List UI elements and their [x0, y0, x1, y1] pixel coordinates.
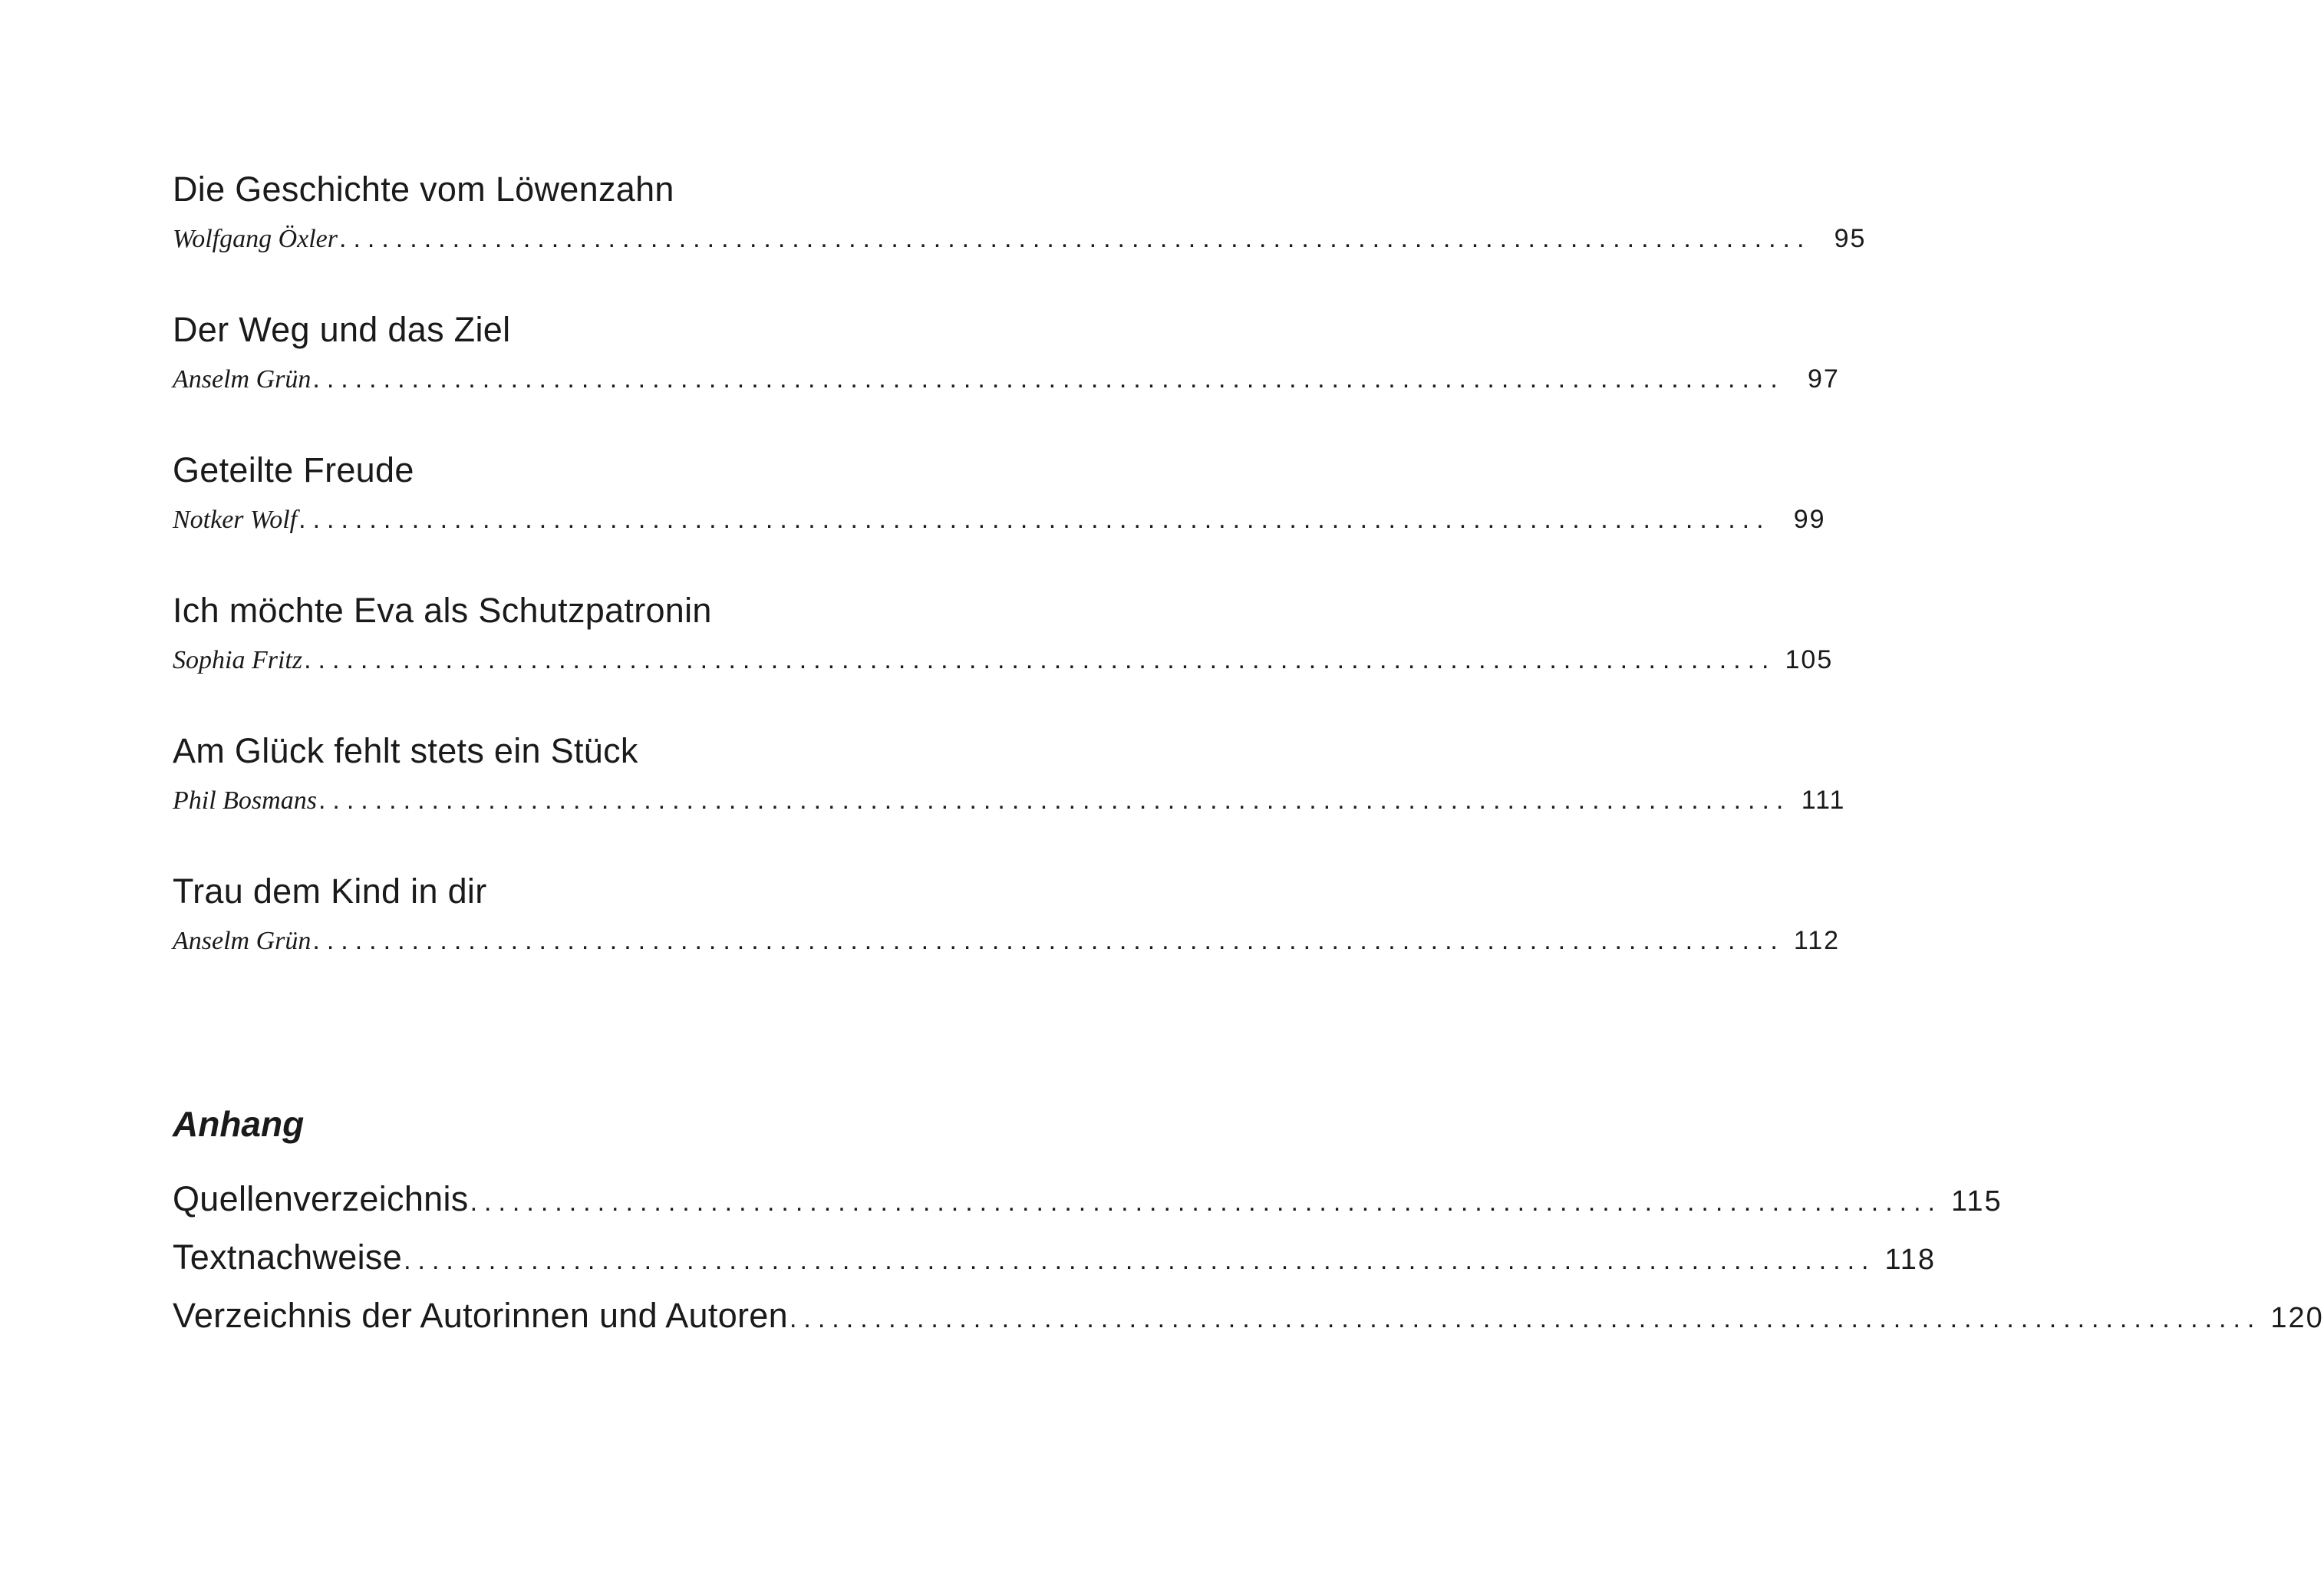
- entry-author: Anselm Grün: [173, 365, 312, 394]
- entry-author: Phil Bosmans: [173, 786, 317, 815]
- page-number: 99: [1793, 505, 1826, 534]
- toc-entry: [173, 589, 1834, 677]
- entry-leader-line: [173, 924, 1841, 957]
- page-number: 112: [1793, 926, 1841, 955]
- appendix-label: Textnachweise: [173, 1237, 403, 1277]
- page-number: 118: [1884, 1244, 1937, 1276]
- page-number: 105: [1785, 645, 1834, 674]
- dot-leader: ........................................................................................................: [298, 505, 1771, 534]
- entry-leader-line: [173, 503, 1826, 536]
- toc-entry: [173, 449, 1826, 536]
- dot-leader: ........................................................................................................: [312, 926, 1785, 955]
- entry-author: Sophia Fritz: [173, 646, 303, 674]
- toc-entry: [173, 308, 1840, 396]
- dot-leader: ........................................................................................................: [339, 224, 1811, 253]
- dot-leader: ........................................................................................................: [312, 364, 1785, 394]
- entry-leader-line: [173, 362, 1840, 396]
- appendix-entry: [173, 1236, 1937, 1279]
- entry-author: Wolfgang Öxler: [173, 225, 338, 253]
- toc-entry: [173, 168, 1867, 255]
- toc-entry: [173, 730, 1846, 817]
- dot-leader: ........................................................................................................: [789, 1304, 2262, 1333]
- toc-entry: [173, 870, 1841, 957]
- entry-leader-line: [173, 783, 1846, 817]
- entry-author: Notker Wolf: [173, 506, 298, 534]
- entry-title: Der Weg und das Ziel: [173, 310, 511, 349]
- appendix-label: Verzeichnis der Autorinnen und Autoren: [173, 1296, 788, 1335]
- dot-leader: ........................................................................................................: [470, 1188, 1943, 1217]
- entry-title: Ich möchte Eva als Schutzpatronin: [173, 591, 712, 630]
- appendix-entry: [173, 1178, 2003, 1221]
- dot-leader: ........................................................................................................: [318, 786, 1791, 815]
- dot-leader: ........................................................................................................: [404, 1246, 1876, 1275]
- dot-leader: ........................................................................................................: [304, 645, 1776, 674]
- entry-leader-line: [173, 643, 1834, 677]
- entry-title: Am Glück fehlt stets ein Stück: [173, 731, 638, 770]
- entry-title: Trau dem Kind in dir: [173, 872, 487, 911]
- table-of-contents: [173, 0, 2324, 1572]
- entry-title: Die Geschichte vom Löwenzahn: [173, 170, 674, 209]
- page-number: 97: [1807, 364, 1840, 394]
- section-heading-appendix: Anhang: [173, 1104, 305, 1144]
- page-number: 120: [2270, 1302, 2324, 1334]
- page-number: 95: [1834, 224, 1867, 253]
- appendix-entry: [173, 1294, 2324, 1337]
- entry-author: Anselm Grün: [173, 927, 312, 955]
- entry-title: Geteilte Freude: [173, 450, 414, 489]
- page-number: 115: [1951, 1185, 2003, 1218]
- page-number: 111: [1801, 786, 1846, 815]
- entry-leader-line: [173, 222, 1867, 255]
- appendix-label: Quellenverzeichnis: [173, 1179, 469, 1218]
